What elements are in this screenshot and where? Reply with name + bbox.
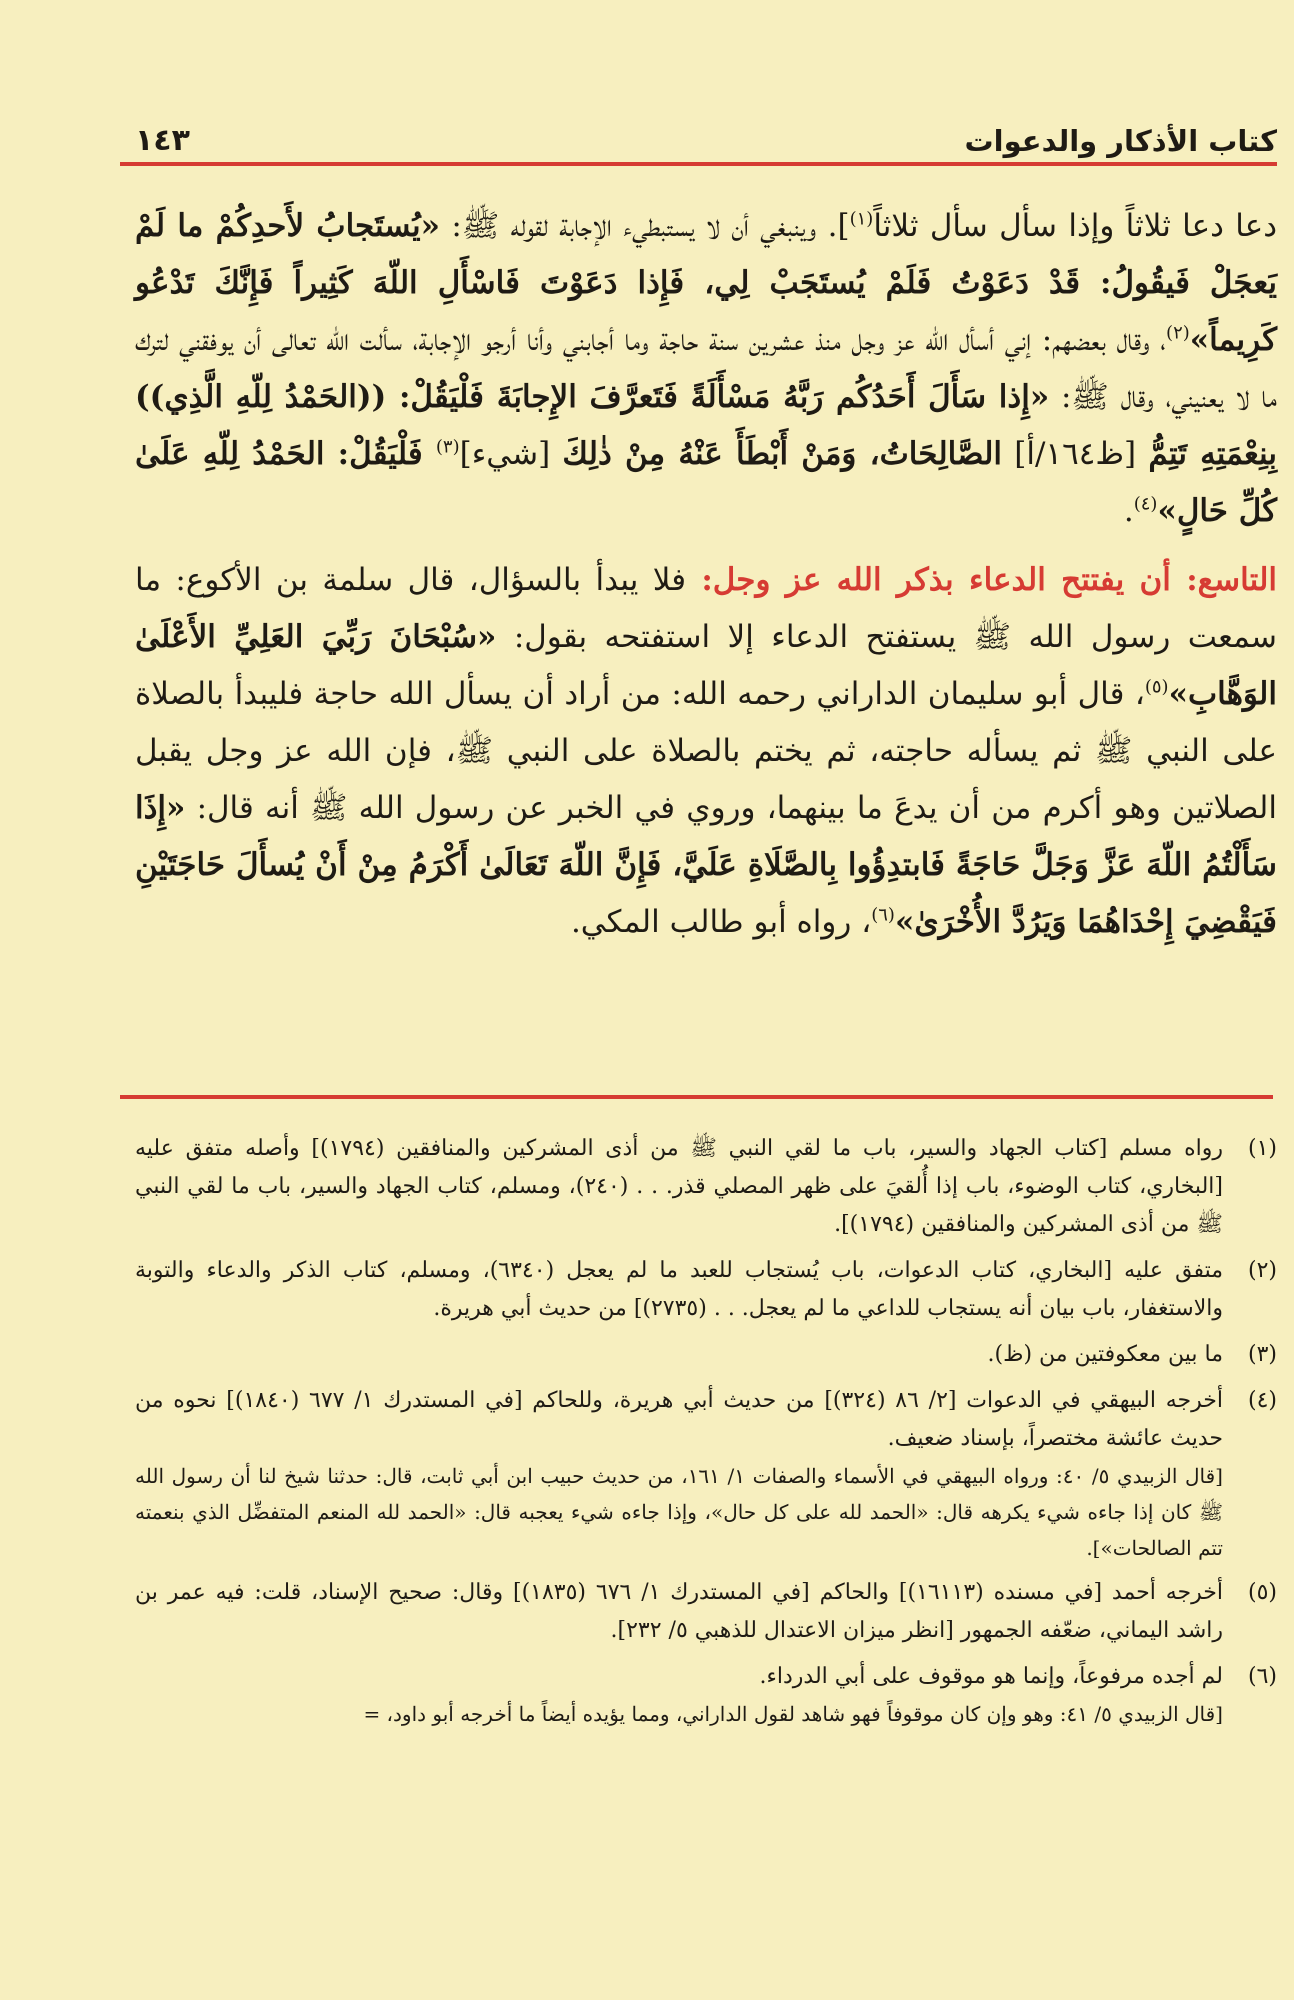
footnote-text: ما بين معكوفتين من (ظ). xyxy=(987,1342,1223,1367)
footnote-text: أخرجه أحمد [في مسنده (١٦١١٣)] والحاكم [في المستدرك ١/ ٦٧٦ (١٨٣٥)] وقال: صحيح الإسناد، قلت: فيه عمر بن راشد اليماني، ضعّفه الجمهور [انظر ميزان الاعتدال للذهبي ٥/ ٢٣٢]. xyxy=(135,1580,1224,1643)
page-number: ١٤٣ xyxy=(135,123,190,158)
text-run: ، رواه أبو طالب المكي. xyxy=(570,904,872,940)
hadith-quote: «يُستَجابُ لأَحدِكُمْ ما لَمْ يَعجَلْ فَيقُولُ: قَدْ دَعَوْتُ فَلَمْ يُستَجَبْ لِي، فَإِذا دَعَوْتَ فَاسْأَلِ اللّهَ كَثِيراً فَإِنَّكَ تَدْعُو كَرِيماً» xyxy=(135,208,1277,358)
footnote-1-body xyxy=(135,1130,1223,1244)
main-text xyxy=(135,198,1277,951)
footnote-commentary: [قال الزبيدي ٥/ ٤١: وهو وإن كان موقوفاً فهو شاهد لقول الداراني، ومما يؤيده أيضاً ما أخرجه أبو داود، = xyxy=(363,1702,1223,1726)
hadith-quote: فَلْيَقُلْ: الحَمْدُ لِلّهِ عَلَىٰ كُلِّ حَالٍ» xyxy=(135,436,1277,529)
header-rule xyxy=(120,162,1277,166)
footnote-4 xyxy=(135,1382,1277,1566)
hadith-quote: «إِذَا سَأَلْتُمُ اللّهَ عَزَّ وَجَلَّ حَاجَةً فَابتدِؤُوا بِالصَّلَاةِ عَلَيَّ، فَإِنَّ اللّهَ تَعَالَىٰ أَكْرَمُ مِنْ أَنْ يُسأَلَ حَاجَتَيْنِ فَيَقْضِيَ إِحْدَاهُمَا وَيَرُدَّ الأُخْرَىٰ» xyxy=(135,790,1277,940)
paragraph-2 xyxy=(135,552,1277,951)
footnote-number: (٥) xyxy=(1247,1580,1277,1605)
footnote-ref: (٦) xyxy=(871,904,895,926)
footnote-ref: (٤) xyxy=(1133,493,1158,515)
footnote-3-body xyxy=(135,1336,1223,1374)
footnote-6 xyxy=(135,1658,1277,1732)
bracket-insert: [شيء] xyxy=(459,436,563,472)
text-run: فلا يبدأ بالسؤال، قال سلمة بن الأكوع: ما سمعت رسول الله ﷺ يستفتح الدعاء إلا استفتحه بقول: xyxy=(135,562,1278,655)
footnote-5 xyxy=(135,1574,1277,1650)
footnote-ref: (٢) xyxy=(1166,322,1190,344)
text-run: ، وقال بعضهم: إني أسأل الله عز وجل منذ عشرين سنة حاجة وما أجابني وأنا أرجو الإجابة، سألت الله تعالى أن يوفقني لترك ما لا يعنيني، وقال ﷺ: xyxy=(135,322,1277,415)
footnote-3 xyxy=(135,1336,1277,1374)
text-run: دعا دعا ثلاثاً وإذا سأل سأل ثلاثاً xyxy=(873,208,1277,244)
page-header xyxy=(135,112,1277,158)
footnote-6-body xyxy=(135,1658,1223,1732)
footnote-ref: (٥) xyxy=(1144,676,1169,698)
footnote-commentary: [قال الزبيدي ٥/ ٤٠: ورواه البيهقي في الأسماء والصفات ١/ ١٦١، من حديث حبيب ابن أبي ثابت، قال: حدثنا شيخ لنا أن رسول الله ﷺ كان إذا جاءه شيء يكرهه قال: «الحمد لله على كل حال»، وإذا جاءه شيء يعجبه قال: «الحمد لله المنعم المتفضِّل الذي بنعمته تتم الصالحات»]. xyxy=(135,1464,1223,1560)
hadith-quote: «سُبْحَانَ رَبِّيَ العَلِيِّ الأَعْلَىٰ الوَهَّابِ» xyxy=(135,619,1277,712)
footnote-text: متفق عليه [البخاري، كتاب الدعوات، باب يُستجاب للعبد ما لم يعجل (٦٣٤٠)، ومسلم، كتاب الذكر والدعاء والتوبة والاستغفار، باب بيان أنه يستجاب للداعي ما لم يعجل. . . (٢٧٣٥)] من حديث أبي هريرة. xyxy=(135,1258,1223,1321)
section-heading: التاسع: أن يفتتح الدعاء بذكر الله عز وجل: xyxy=(686,562,1278,598)
footnote-text: رواه مسلم [كتاب الجهاد والسير، باب ما لقي النبي ﷺ من أذى المشركين والمنافقين (١٧٩٤)] وأصله متفق عليه [البخاري، كتاب الوضوء، باب إذا أُلقيَ على ظهر المصلي قذر. . . (٢٤٠)، ومسلم، كتاب الجهاد والسير، باب ما لقي النبي ﷺ من أذى المشركين والمنافقين (١٧٩٤)]. xyxy=(135,1136,1224,1237)
hadith-quote: «إِذا سَأَلَ أَحَدُكُم رَبَّهُ مَسْأَلَةً فَتَعرَّفَ الإِجابَةَ فَلْيَقُلْ: ((الحَمْدُ لِلّهِ الَّذِي)) بِنِعْمَتِهِ تَتِمُّ xyxy=(135,379,1277,472)
text-run: ، قال أبو سليمان الداراني رحمه الله: من أراد أن يسأل الله حاجة فليبدأ بالصلاة على النبي ﷺ ثم يسأله حاجته، ثم يختم بالصلاة على النبي ﷺ، فإن الله عز وجل يقبل الصلاتين وهو أكرم من أن يدعَ ما بينهما، وروي في الخبر عن رسول الله ﷺ أنه قال: xyxy=(135,676,1277,826)
footnote-ref: (١) xyxy=(849,208,874,230)
footnote-5-body xyxy=(135,1574,1223,1650)
text-run: ]. وينبغي أن لا يستبطيء الإجابة لقوله ﷺ: xyxy=(440,208,850,244)
footnote-text: أخرجه البيهقي في الدعوات [٢/ ٨٦ (٣٢٤)] من حديث أبي هريرة، وللحاكم [في المستدرك ١/ ٦٧٧ (١٨٤٠)] نحوه من حديث عائشة مختصراً، بإسناد ضعيف. xyxy=(135,1388,1224,1451)
footnote-2-body xyxy=(135,1252,1223,1328)
footnote-number: (٢) xyxy=(1247,1258,1277,1283)
paragraph-1 xyxy=(135,198,1277,540)
footnote-number: (٤) xyxy=(1247,1388,1277,1413)
footnote-2 xyxy=(135,1252,1277,1328)
footnote-1 xyxy=(135,1130,1277,1244)
text-run: . xyxy=(1123,493,1134,529)
footnote-4-body xyxy=(135,1382,1223,1566)
footnote-ref: (٣) xyxy=(435,436,460,458)
footnotes xyxy=(135,1130,1277,1740)
manuscript-marker: [ظ١٦٤/أ] xyxy=(1002,436,1149,472)
footnote-separator xyxy=(120,1095,1273,1099)
footnote-number: (٣) xyxy=(1247,1342,1277,1367)
footnote-number: (٦) xyxy=(1247,1664,1277,1689)
footnote-text: لم أجده مرفوعاً، وإنما هو موقوف على أبي الدرداء. xyxy=(759,1664,1223,1689)
footnote-number: (١) xyxy=(1247,1136,1277,1161)
running-title: كتاب الأذكار والدعوات xyxy=(964,124,1277,158)
hadith-quote: الصَّالِحَاتُ، وَمَنْ أَبْطَأَ عَنْهُ مِنْ ذٰلِكَ xyxy=(562,436,1003,472)
